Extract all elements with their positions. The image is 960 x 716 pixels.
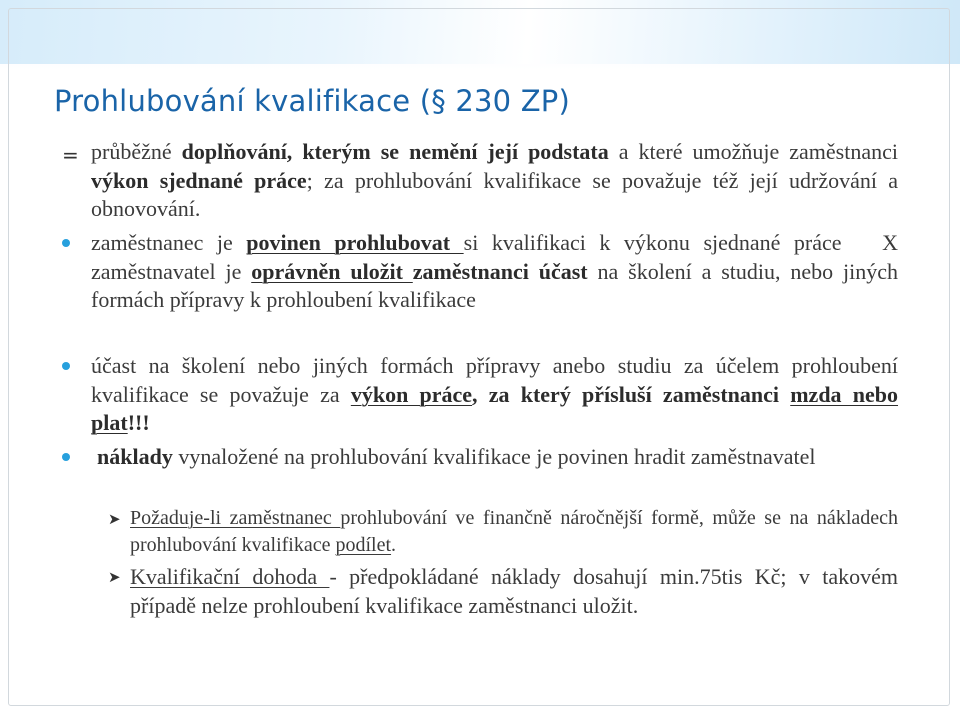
bullet-1-text-3: na školení a studiu, nebo jiných formách přípravy k prohloubení kvalifikace bbox=[91, 258, 899, 312]
bullet-dot-icon bbox=[62, 362, 70, 370]
arrow-right-icon: ➤ bbox=[108, 510, 121, 528]
bullet-3 bbox=[91, 443, 898, 472]
intro-paragraph bbox=[91, 138, 898, 224]
bullet-3-text-1: vynaložené na prohlubování kvalifikace je povinen hradit zaměstnavatel bbox=[172, 444, 816, 469]
bullet-1 bbox=[91, 229, 915, 315]
bullet-dot-icon bbox=[62, 453, 70, 461]
bullet-1-underline-1: povinen prohlubovat bbox=[246, 230, 464, 255]
bullet-2 bbox=[91, 352, 898, 438]
sub-bullet-1-underline-2: podílet bbox=[335, 534, 392, 556]
slide-title: Prohlubování kvalifikace (§ 230 ZP) bbox=[54, 84, 571, 118]
bullet-2-underline-1: výkon práce bbox=[350, 381, 473, 407]
bullet-1-text-1: zaměstnanec je bbox=[91, 230, 247, 255]
intro-text-1: průběžné bbox=[91, 139, 182, 164]
bullet-1-underline-2: oprávněn uložit bbox=[251, 258, 413, 284]
sub-bullet-2-text-1: - předpokládané náklady dosahují min.75tis Kč; v takovém případě nelze prohloubení kvalifikace zaměstnanci uložit. bbox=[130, 564, 898, 618]
bullet-2-bold-1: , za který přísluší zaměstnanci bbox=[472, 381, 791, 407]
bullet-1-text-2: si kvalifikaci k výkonu sjednané práce X zaměstnavatel je bbox=[91, 230, 915, 284]
bullet-3-bold-1: náklady bbox=[97, 444, 173, 469]
intro-bold-1: doplňování, kterým se nemění její podstata bbox=[181, 139, 609, 164]
sub-bullet-1-underline-1: Požaduje-li zaměstnanec bbox=[130, 507, 341, 529]
sub-bullet-1 bbox=[130, 505, 898, 559]
arrow-right-icon: ➤ bbox=[108, 568, 121, 586]
intro-bold-2: výkon sjednané práce bbox=[91, 167, 307, 193]
bullet-1-bold-1: zaměstnanci účast bbox=[412, 258, 588, 284]
bullet-dot-icon bbox=[62, 239, 70, 247]
intro-text-2: a které umožňuje zaměstnanci bbox=[608, 139, 898, 164]
sub-bullet-1-text-2: . bbox=[391, 534, 397, 556]
sub-bullet-2-underline-1: Kvalifikační dohoda bbox=[130, 564, 330, 589]
bullet-2-underline-2: mzda nebo plat bbox=[91, 381, 899, 435]
bullet-2-text-1: účast na školení nebo jiných formách přípravy anebo studiu za účelem prohloubení kvalifikace se považuje za bbox=[91, 353, 898, 407]
sub-bullet-2 bbox=[130, 563, 898, 620]
sub-bullet-1-text-1: prohlubování ve finančně náročnější formě, může se na nákladech prohlubování kvalifikace bbox=[130, 507, 899, 556]
equals-marker: = bbox=[62, 143, 79, 167]
bullet-2-bold-2: !!! bbox=[127, 410, 150, 435]
intro-text-3: ; za prohlubování kvalifikace se považuje též její udržování a obnovování. bbox=[91, 167, 899, 221]
